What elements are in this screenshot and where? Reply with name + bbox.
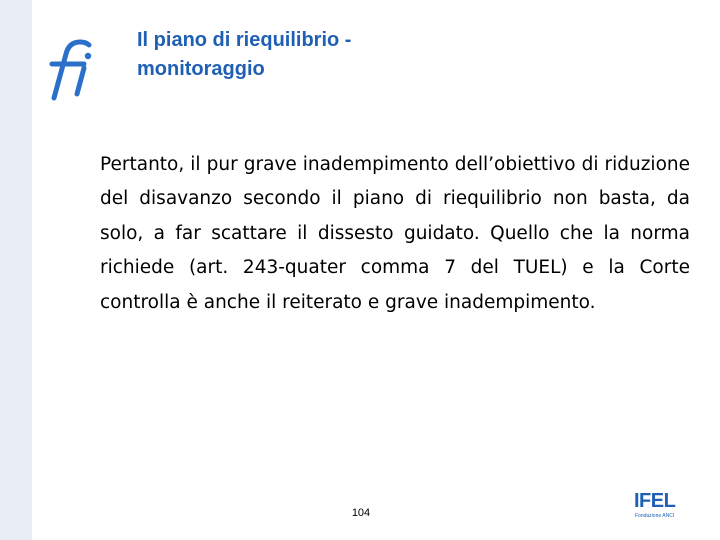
fi-logo-icon	[44, 36, 94, 102]
slide-title	[137, 26, 697, 84]
ifel-logo-wordmark: IFEL	[634, 490, 676, 512]
slide-title-line-1: Il piano di riequilibrio -	[137, 29, 352, 51]
body-paragraph: Pertanto, il pur grave inadempimento dell’obiettivo di riduzione del disavanzo secondo il piano di riequilibrio non basta, da solo, a far scattare il dissesto guidato. Quello che la norma richiede (art. 243-quater comma 7 del TUEL) e la Corte controlla è anche il reiterato e grave inadempimento.	[100, 154, 690, 313]
ifel-logo	[634, 490, 698, 524]
page-number: 104	[351, 507, 371, 519]
ifel-logo-subtitle: Fondazione ANCI	[635, 513, 675, 519]
slide-title-line-2: monitoraggio	[137, 58, 265, 80]
left-sidebar-band	[0, 0, 32, 540]
